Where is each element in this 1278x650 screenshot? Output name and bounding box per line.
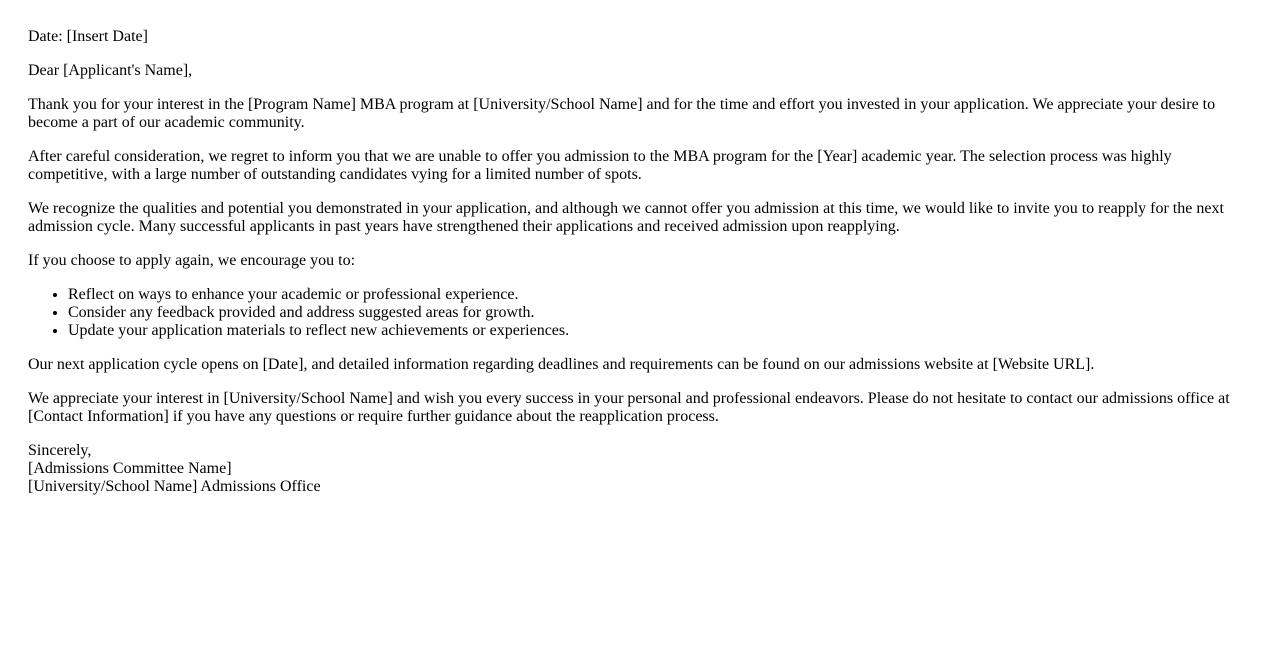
signature-office: [University/School Name] Admissions Office <box>28 478 321 495</box>
paragraph-next-cycle: Our next application cycle opens on [Date], and detailed information regarding deadlines and requirements can be found on our admissions website at [Website URL]. <box>28 356 1095 373</box>
closing-block <box>28 442 1250 496</box>
signoff: Sincerely, <box>28 442 92 459</box>
signature-name: [Admissions Committee Name] <box>28 460 232 477</box>
paragraph-decision: After careful consideration, we regret to inform you that we are unable to offer you admission to the MBA program for the [Year] academic year. The selection process was highly competitive, with a large number of outstanding candidates vying for a limited number of spots. <box>28 148 1172 183</box>
date-line: Date: [Insert Date] <box>28 28 148 45</box>
salutation: Dear [Applicant's Name], <box>28 62 193 79</box>
suggestions-list <box>28 286 1250 340</box>
list-item: • Consider any feedback provided and address suggested areas for growth. <box>68 304 1250 322</box>
list-item: • Update your application materials to reflect new achievements or experiences. <box>68 322 1250 340</box>
list-item: • Reflect on ways to enhance your academic or professional experience. <box>68 286 1250 304</box>
paragraph-appreciation: We appreciate your interest in [University/School Name] and wish you every success in your personal and professional endeavors. Please do not hesitate to contact our admissions office at [Contact Information] if you have any questions or require further guidance about the reapplication process. <box>28 390 1230 425</box>
paragraph-thank-you: Thank you for your interest in the [Program Name] MBA program at [University/School Name] and for the time and effort you invested in your application. We appreciate your desire to become a part of our academic community. <box>28 96 1216 131</box>
paragraph-encourage: If you choose to apply again, we encourage you to: <box>28 252 356 269</box>
paragraph-reapply-invite: We recognize the qualities and potential you demonstrated in your application, and although we cannot offer you admission at this time, we would like to invite you to reapply for the next admission cycle. Many successful applicants in past years have strengthened their applications and received admission upon reapplying. <box>28 200 1224 235</box>
